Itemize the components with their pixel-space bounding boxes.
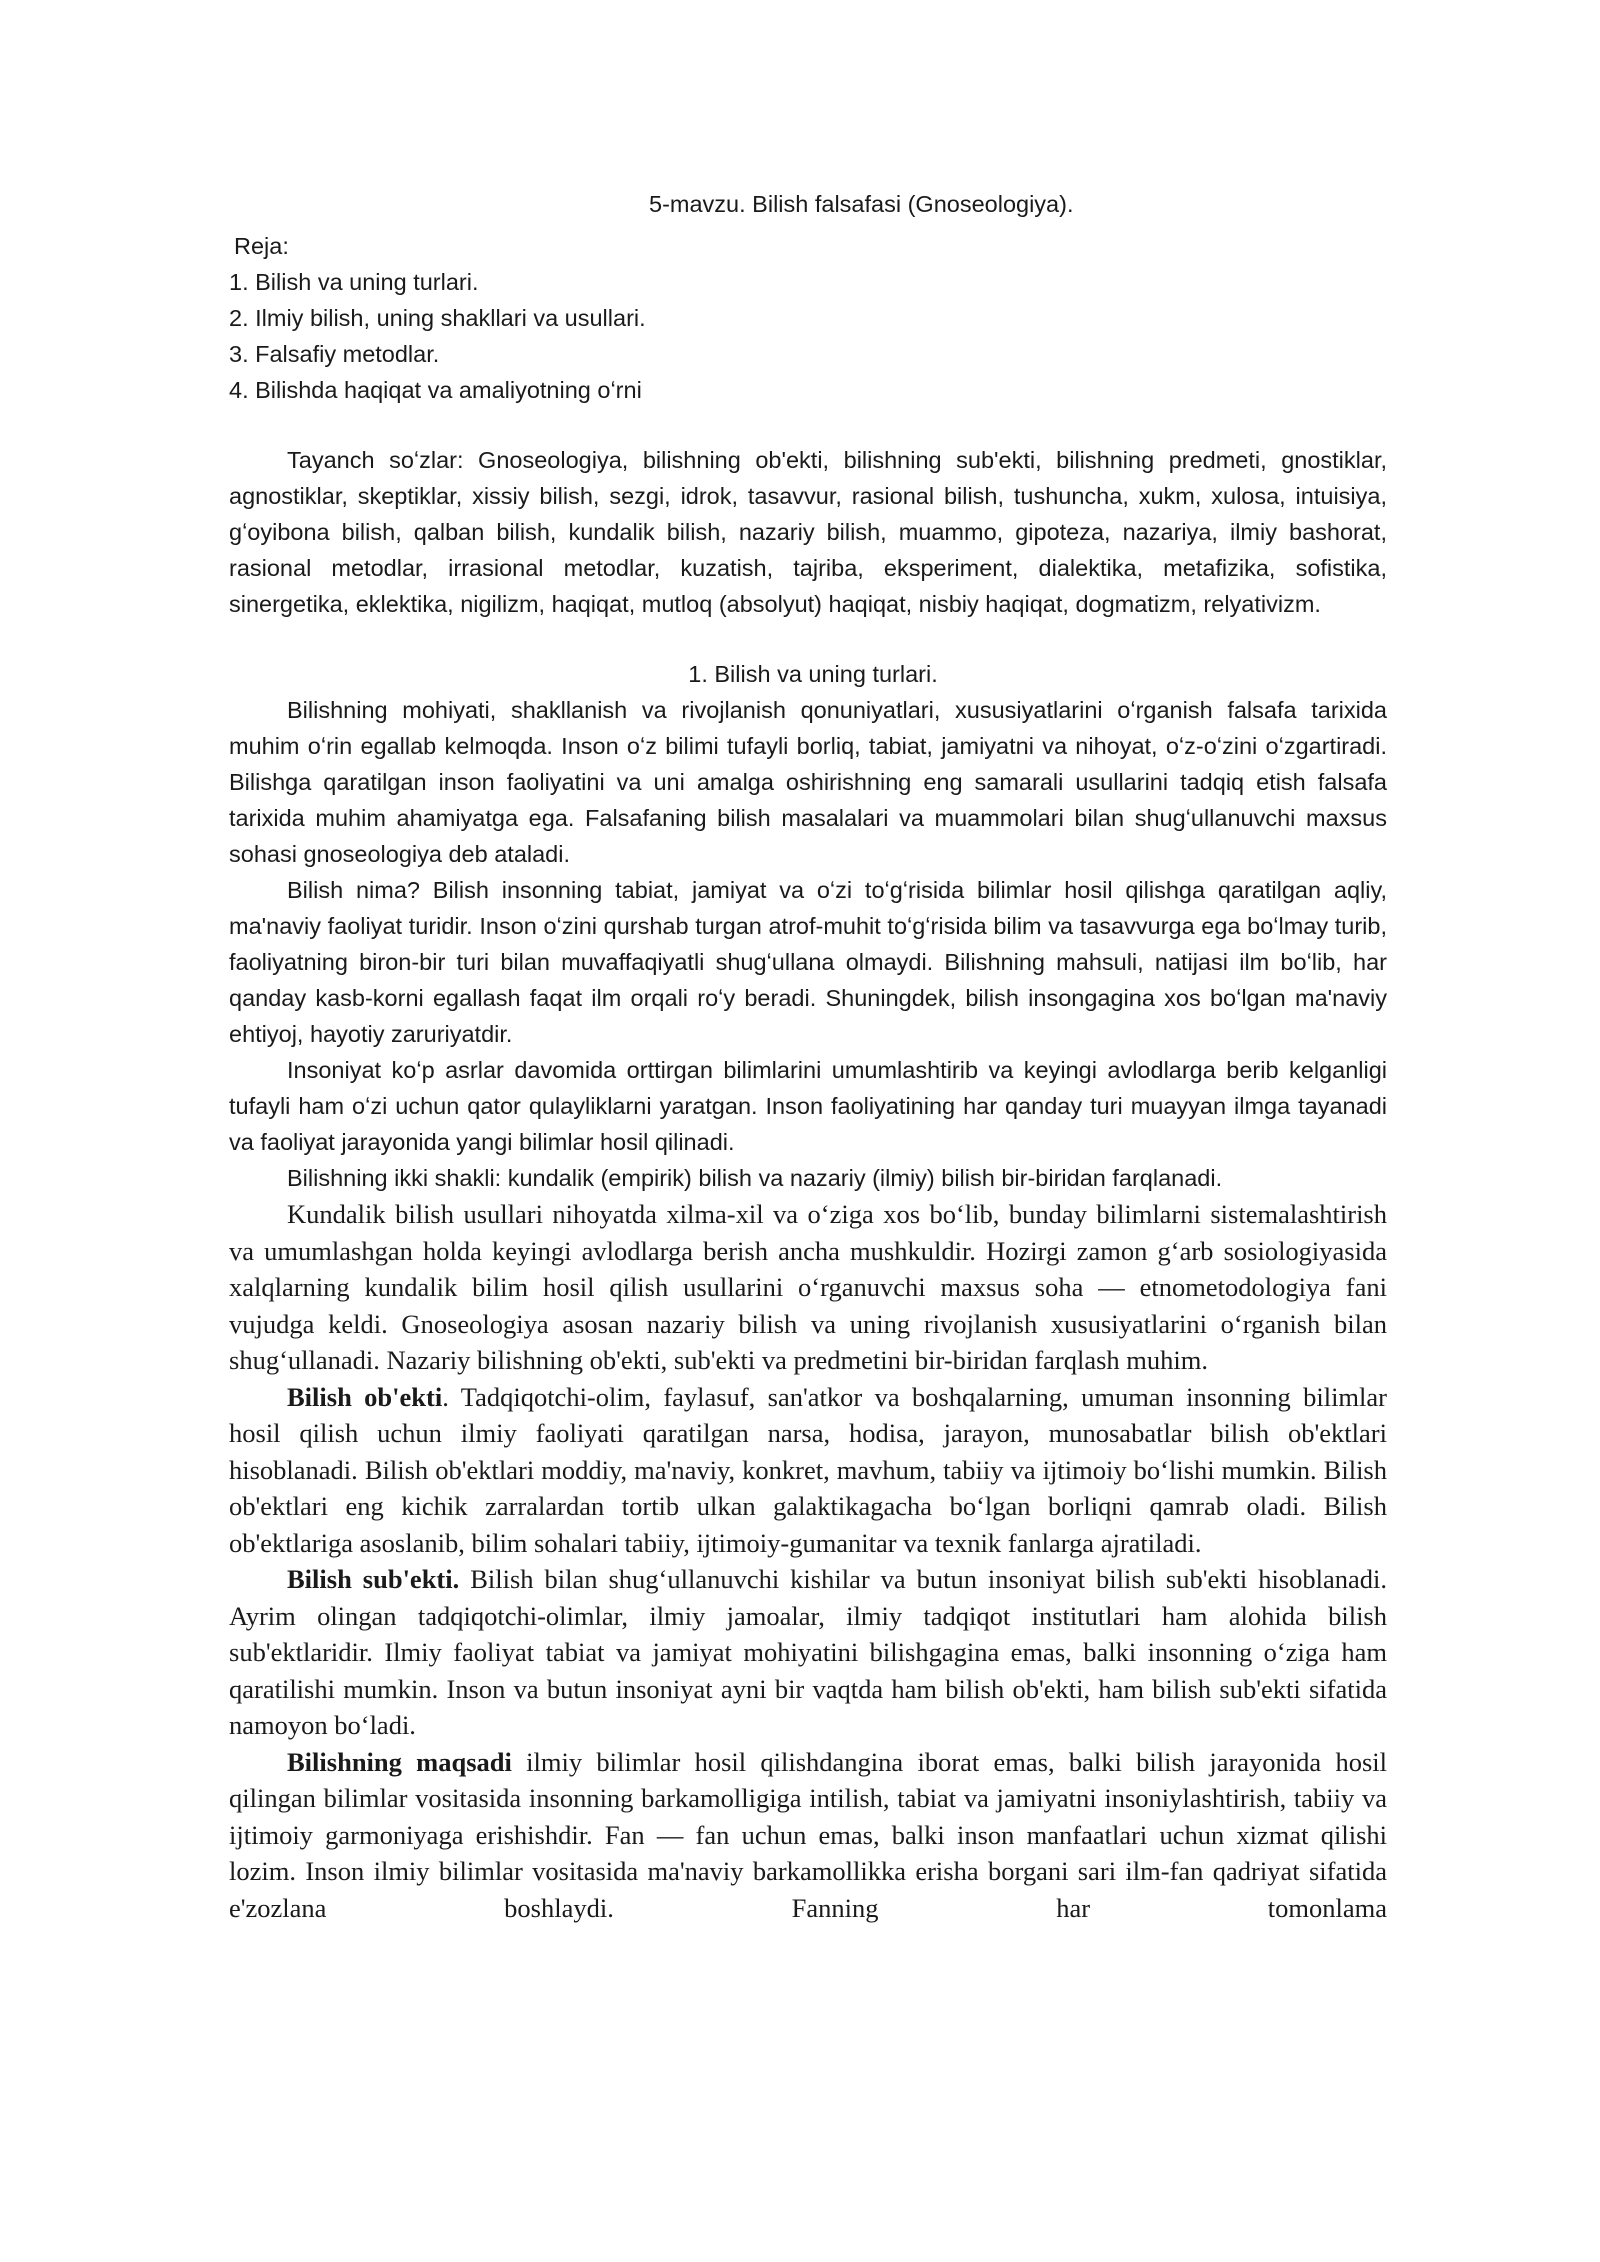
body-paragraph: Kundalik bilish usullari nihoyatda xilma-xil va oʻziga xos boʻlib, bunday bilimlarni sistemalashtirish va umumlashgan holda keyingi avlodlarga berish ancha mushkuldir. Hozirgi zamon gʻarb sosiologiyasida xalqlarning kundalik bilim hosil qilish usullarini oʻrganuvchi maxsus soha — etnometodologiya fani vujudga keldi. Gnoseologiya asosan nazariy bilish va uning rivojlanish xususiyatlarini oʻrganish bilan shugʻullanadi. Nazariy bilishning ob'ekti, sub'ekti va predmetini bir-biridan farqlash muhim. bbox=[229, 1199, 1387, 1375]
document-page bbox=[229, 186, 1387, 1926]
body-paragraph: Insoniyat koʻp asrlar davomida orttirgan bilimlarini umumlashtirib va keyingi avlodlarga berib kelganligi tufayli ham oʻzi uchun qator qulayliklarni yaratgan. Inson faoliyatining har qanday turi muayyan ilmga tayanadi va faoliyat jarayonida yangi bilimlar hosil qilinadi. bbox=[229, 1057, 1387, 1155]
plan-heading: Reja: bbox=[234, 233, 289, 259]
body-paragraph: Bilishning mohiyati, shakllanish va rivojlanish qonuniyatlari, xususiyatlarini oʻrganish falsafa tarixida muhim oʻrin egallab kelmoqda. Inson oʻz bilimi tufayli borliq, tabiat, jamiyatni va nihoyat, oʻz-oʻzini oʻzgartiradi. Bilishga qaratilgan inson faoliyatini va uni amalga oshirishning eng samarali usullarini tadqiq etish falsafa tarixida muhim ahamiyatga ega. Falsafaning bilish masalalari va muammolari bilan shugʻullanuvchi maxsus sohasi gnoseologiya deb ataladi. bbox=[229, 697, 1387, 867]
maqsad-term: Bilishning maqsadi bbox=[287, 1746, 512, 1777]
spacer bbox=[229, 408, 1387, 442]
maqsad-text: ilmiy bilimlar hosil qilishdangina iborat emas, balki bilish jarayonida hosil qilingan bilimlar vositasida insonning barkamolligiga intilish, tabiat va jamiyatni insoniylashtirish, tabiiy va ijtimoiy garmoniyaga erishishdir. Fan — fan uchun emas, balki inson manfaatlari uchun xizmat qilishi lozim. Inson ilmiy bilimlar vositasida ma'naviy barkamollikka erisha borgani sari ilm-fan qadriyat sifatida e'zozlana boshlaydi. Fanning har tomonlama bbox=[229, 1746, 1387, 1923]
subekt-term: Bilish sub'ekti. bbox=[287, 1564, 460, 1594]
obekt-term: Bilish ob'ekti bbox=[287, 1381, 443, 1412]
plan-item: 2. Ilmiy bilish, uning shakllari va usullari. bbox=[229, 305, 646, 331]
obekt-text: . Tadqiqotchi-olim, faylasuf, san'atkor va boshqalarning, umuman insonning bilimlar hosil qilish uchun ilmiy faoliyati qaratilgan narsa, hodisa, jarayon, munosabatlar bilish ob'ektlari hisoblanadi. Bilish ob'ektlari moddiy, ma'naviy, konkret, mavhum, tabiiy va ijtimoiy boʻlishi mumkin. Bilish ob'ektlari eng kichik zarralardan tortib ulkan galaktikagacha boʻlgan borliqni qamrab oladi. Bilish ob'ektlariga asoslanib, bilim sohalari tabiiy, ijtimoiy-gumanitar va texnik fanlarga ajratiladi. bbox=[229, 1381, 1387, 1558]
body-paragraph: Bilishning ikki shakli: kundalik (empirik) bilish va nazariy (ilmiy) bilish bir-biridan farqlanadi. bbox=[287, 1165, 1223, 1191]
plan-item: 4. Bilishda haqiqat va amaliyotning oʻrni bbox=[229, 377, 642, 403]
keywords-paragraph: Tayanch soʻzlar: Gnoseologiya, bilishning ob'ekti, bilishning sub'ekti, bilishning predmeti, gnostiklar, agnostiklar, skeptiklar, xissiy bilish, sezgi, idrok, tasavvur, rasional bilish, tushuncha, xukm, xulosa, intuisiya, gʻoyibona bilish, qalban bilish, kundalik bilish, nazariy bilish, muammo, gipoteza, nazariya, ilmiy bashorat, rasional metodlar, irrasional metodlar, kuzatish, tajriba, eksperiment, dialektika, metafizika, sofistika, sinergetika, eklektika, nigilizm, haqiqat, mutloq (absolyut) haqiqat, nisbiy haqiqat, dogmatizm, relyativizm. bbox=[229, 447, 1387, 617]
plan-item: 3. Falsafiy metodlar. bbox=[229, 341, 440, 367]
obekt-paragraph bbox=[229, 1379, 1387, 1562]
body-paragraph: Bilish nima? Bilish insonning tabiat, jamiyat va oʻzi toʻgʻrisida bilimlar hosil qilishga qaratilgan aqliy, ma'naviy faoliyat turidir. Inson oʻzini qurshab turgan atrof-muhit toʻgʻrisida bilim va tasavvurga ega boʻlmay turib, faoliyatning biron-bir turi bilan muvaffaqiyatli shugʻullana olmaydi. Bilishning mahsuli, natijasi ilm boʻlib, har qanday kasb-korni egallash faqat ilm orqali roʻy beradi. Shuningdek, bilish insongagina xos boʻlgan ma'naviy ehtiyoj, hayotiy zaruriyatdir. bbox=[229, 877, 1387, 1047]
maqsad-paragraph bbox=[229, 1744, 1387, 1927]
document-title: 5-mavzu. Bilish falsafasi (Gnoseologiya). bbox=[649, 191, 1074, 217]
subekt-paragraph bbox=[229, 1561, 1387, 1744]
section-title: 1. Bilish va uning turlari. bbox=[688, 661, 938, 687]
plan-item: 1. Bilish va uning turlari. bbox=[229, 269, 479, 295]
plan-list bbox=[229, 228, 1387, 408]
spacer bbox=[229, 622, 1387, 656]
subekt-text: Bilish bilan shugʻullanuvchi kishilar va butun insoniyat bilish sub'ekti hisoblanadi. Ayrim olingan tadqiqotchi-olimlar, ilmiy jamoalar, ilmiy tadqiqot institutlari ham alohida bilish sub'ektlaridir. Ilmiy faoliyat tabiat va jamiyat mohiyatini bilishgagina emas, balki insonning oʻziga ham qaratilishi mumkin. Inson va butun insoniyat ayni bir vaqtda ham bilish ob'ekti, ham bilish sub'ekti sifatida namoyon boʻladi. bbox=[229, 1564, 1387, 1740]
